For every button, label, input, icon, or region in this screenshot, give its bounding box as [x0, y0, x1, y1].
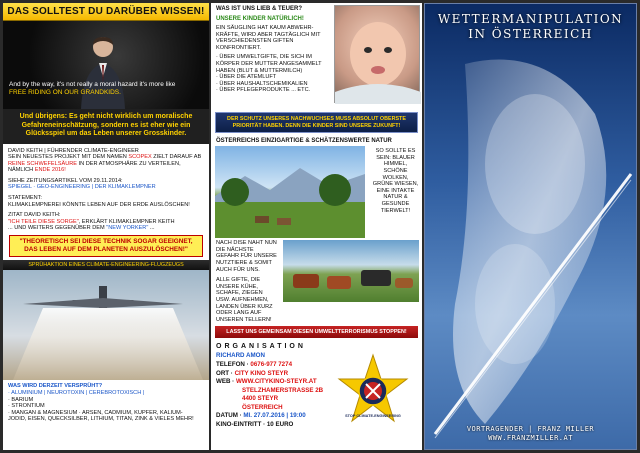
keith-paragraph [3, 148, 209, 174]
children-heading: UNSERE KINDER NATÜRLICH! [216, 16, 304, 22]
address-line: STELZHAMERSTRASSE 2B [242, 386, 324, 394]
sky-text: SO SOLLTE ES SEIN: BLAUER HIMMEL, SCHÖNE WOLKEN, GRÜNE WIESEN, EINE INTAKTE NATUR & GESUNDE TIERWELT! [372, 148, 419, 214]
sprayed-item: · BARIUM [8, 396, 34, 403]
quote-label: ZITAT DAVID KEITH: [8, 212, 61, 219]
toxin-list [216, 54, 334, 94]
protection-banner: DER SCHUTZ UNSERES NACHWUCHSES MUSS ABSOLUT OBERSTE PRIORITÄT HABEN. DENN DIE KINDER SIND UNSERE ZUKUNFT! [215, 112, 418, 133]
address-line: ÖSTERREICH [242, 403, 283, 411]
sprayed-heading: WAS WIRD DERZEIT VERSPRÜHT? [8, 383, 103, 390]
org-date: DATUM · MI. 27.07.2016 | 19:00 [216, 412, 306, 420]
article-paragraph [3, 178, 209, 191]
org-phone: TELEFON · 0676-977 7274 [216, 360, 293, 368]
keith-title: DAVID KEITH | FÜHRENDER CLIMATE-ENGINEER [8, 147, 139, 154]
toxin-item: · ÜBER UMWELTGIFTE, DIE SICH IM KÖRPER DER MUTTER ANGESAMMELT HABEN (BLUT & MUTTERMILCH) [216, 54, 322, 74]
sprayed-list [3, 390, 209, 423]
baby-photo [334, 5, 420, 103]
sprayed-item: · ALUMINIUM | NEUROTOXIN | CEREBROTOXISCH | [8, 390, 145, 397]
plane-photo [3, 270, 209, 380]
title-line-1: WETTERMANIPULATION [437, 12, 624, 26]
stop-banner: LASST UNS GEMEINSAM DIESEN UMWELTTERRORISMUS STOPPEN! [215, 326, 418, 338]
left-header: DAS SOLLTEST DU DARÜBER WISSEN! [3, 3, 209, 21]
speaker-footer [425, 425, 636, 443]
speaker-figure-icon [75, 31, 131, 109]
quote-more: ... UND WEITERS GEGENÜBER DEM "NEW YORKER" ... [8, 225, 155, 232]
article-date: SIEHE ZEITUNGSARTIKEL VOM 29.11.2014: [8, 177, 123, 184]
translation-box: Und übrigens: Es geht nicht wirklich um moralische Gefahreneinschätzung, sondern es ist eher wie ein Glücksspiel um das Leben unserer Grosskinder. [3, 109, 209, 144]
quote-paragraph [3, 212, 209, 232]
question-heading: WAS IST UNS LIEB & TEUER? [216, 6, 303, 12]
sky-contrail-icon [425, 4, 637, 450]
statement-paragraph [3, 195, 209, 208]
highlight-quote: "THEORETISCH SEI DIESE TECHNIK SOGAR GEEIGNET, DAS LEBEN AUF DEM PLANETEN AUSZULÖSCHEN!" [9, 235, 203, 257]
speaker-photo [3, 21, 209, 109]
org-entry: KINO-EINTRITT · 10 EURO [216, 421, 294, 429]
title-line-2: IN ÖSTERREICH [468, 27, 593, 41]
plane-spraying-icon [3, 270, 209, 380]
quote-text: "ICH TEILE DIESE SORGE", ERKLÄRT KLIMAKLEMPNER KEITH [8, 218, 175, 225]
left-column [3, 3, 209, 450]
baby-face-icon [335, 6, 421, 104]
main-title [425, 12, 636, 42]
article-link[interactable]: SPIEGEL · GEO-ENGINEERING | DER KLIMAKLEMPNER [8, 184, 156, 191]
statement-label: STATEMENT: [8, 195, 42, 202]
toxin-item: · ÜBER DIE ATEMLUFT [216, 74, 277, 81]
poison-text: ALLE GIFTE, DIE UNSERE KÜHE, SCHAFE, ZIEGEN USW. AUFNEHMEN, LANDEN ÜBER KURZ ODER LANG AUF UNSEREN TELLERN! [216, 277, 273, 323]
landscape-photo [215, 146, 365, 238]
children-text: EIN SÄUGLING HAT KAUM ABWEHR-KRÄFTE, WIRD ABER TAGTÄGLICH MIT VERSCHIEDENSTEN GIFTEN KONFRONTIERT. [216, 25, 321, 51]
stop-climate-engineering-badge [335, 353, 411, 429]
right-column [424, 3, 637, 450]
quote-line-1: And by the way, it's not really a moral hazard it's more like [9, 81, 176, 88]
cows-icon [283, 240, 419, 302]
statement-text: KLIMAKLEMPNEREI KÖNNTE LEBEN AUF DER ERDE AUSLÖSCHEN! [8, 201, 190, 208]
speaker-website[interactable]: WWW.FRANZMILLER.AT [488, 434, 573, 442]
org-title: ORGANISATION [216, 343, 306, 351]
address-line: 4400 STEYR [242, 395, 279, 403]
speaker-name: VORTRAGENDER | FRANZ MILLER [466, 425, 595, 433]
toxin-item: · ÜBER HAUSHALTSCHEMIKALIEN [216, 80, 308, 87]
org-location: ORT · CITY KINO STEYR [216, 369, 289, 377]
middle-column [211, 3, 422, 450]
cows-photo [283, 240, 419, 302]
plane-caption: SPRÜHAKTION EINES CLIMATE-ENGINEERING-FLUGZEUGS [3, 260, 209, 270]
badge-text: STOP CLIMATE-ENGINEERING [345, 414, 401, 418]
food-text: NACH DISE NAHT NUN DIE NÄCHSTE GEFAHR FÜR UNSERE NUTZTIERE & SOMIT AUCH FÜR UNS. [216, 240, 277, 273]
landscape-icon [215, 146, 365, 238]
star-badge-icon [335, 353, 411, 429]
toxin-item: · ÜBER PFLEGEPRODUKTE ... ETC. [216, 87, 311, 94]
nature-heading: ÖSTERREICHS EINZIGARTIGE & SCHÄTZENSWERTE NATUR [216, 138, 392, 145]
org-name: RICHARD AMON [216, 352, 265, 360]
sprayed-item: · STRONTIUM [8, 403, 45, 410]
children-section [211, 3, 422, 109]
sprayed-item: · MANGAN & MAGNESIUM · ARSEN, CADMIUM, KUPFER, KALIUM- [8, 409, 183, 416]
speaker-quote [9, 81, 203, 97]
org-web[interactable]: WEB · WWW.CITYKINO-STEYR.AT [216, 378, 317, 386]
sprayed-item: JODID, EISEN, QUECKSILBER, LITHIUM, TITAN, ZINK & VIELES MEHR! [8, 416, 194, 423]
keith-body: SEIN NEUESTES PROJEKT MIT DEM NAMEN SCOPEX ZIELT DARAUF AB REINE SCHWEFELSÄURE IN DER ATMOSPHÄRE ZU VERTEILEN, NÄMLICH ENDE 2016! [8, 154, 202, 174]
quote-line-2: FREE RIDING ON OUR GRANDKIDS. [9, 89, 121, 96]
